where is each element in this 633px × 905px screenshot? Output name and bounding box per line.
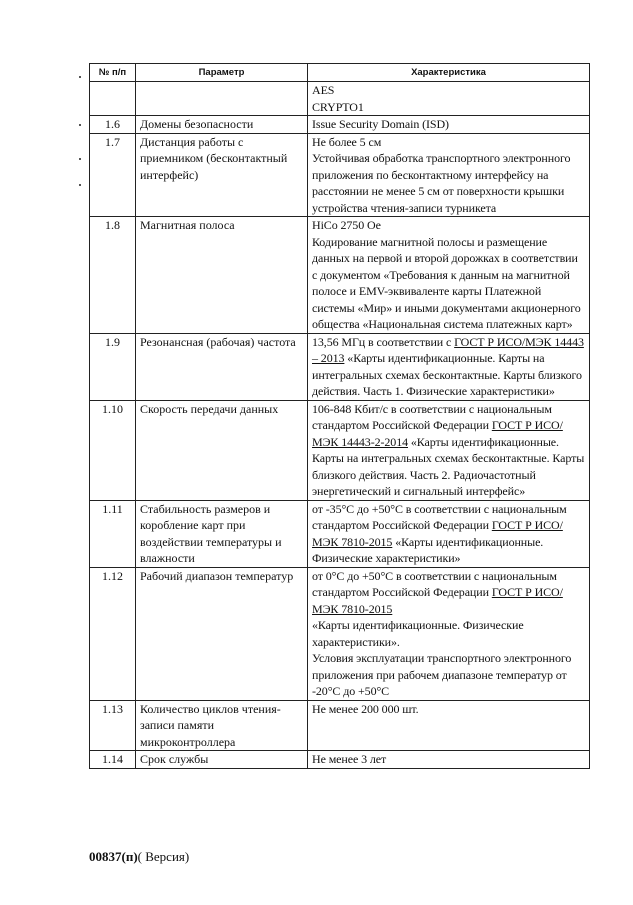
char-text: 106-848 Кбит/с в соответствии с национальным стандартом Российской Федерации <box>312 401 552 432</box>
char-text: от -35°С до +50°С в соответствии с национальным стандартом Российской Федерации <box>312 501 567 532</box>
spec-table <box>89 63 590 769</box>
scan-speck <box>79 76 81 78</box>
row-char <box>308 333 590 400</box>
row-num: 1.14 <box>90 751 136 769</box>
char-text: от 0°С до +50°С в соответствии с национальным стандартом Российской Федерации <box>312 568 557 599</box>
standard-link[interactable]: ГОСТ Р ИСО/МЭК 7810-2015 <box>312 518 563 549</box>
row-num: 1.10 <box>90 400 136 500</box>
document-code: 00837(п) <box>89 849 138 864</box>
row-param: Срок службы <box>136 751 308 769</box>
table-row <box>90 500 590 567</box>
standard-link[interactable]: ГОСТ Р ИСО/МЭК 14443-2-2014 <box>312 418 563 449</box>
row-char: Не менее 3 лет <box>308 751 590 769</box>
table-row <box>90 333 590 400</box>
row-param <box>136 82 308 116</box>
char-text: «Карты идентификационные. Карты на интегральных схемах бесконтактные. Карты близкого действия. Часть 2. Радиочастотный энергетический и сигнальный интерфейс» <box>312 434 585 498</box>
row-char <box>308 500 590 567</box>
row-param: Резонансная (рабочая) частота <box>136 333 308 400</box>
row-num: 1.7 <box>90 133 136 217</box>
header-num: № п/п <box>90 64 136 82</box>
row-char <box>308 567 590 700</box>
table-row <box>90 751 590 769</box>
row-num: 1.6 <box>90 116 136 134</box>
row-param: Количество циклов чтения-записи памяти микроконтроллера <box>136 700 308 751</box>
table-row <box>90 400 590 500</box>
row-param: Домены безопасности <box>136 116 308 134</box>
table-row <box>90 116 590 134</box>
table-row <box>90 567 590 700</box>
row-param: Стабильность размеров и коробление карт при воздействии температуры и влажности <box>136 500 308 567</box>
row-num: 1.11 <box>90 500 136 567</box>
row-num: 1.8 <box>90 217 136 334</box>
table-row <box>90 133 590 217</box>
table-row <box>90 700 590 751</box>
row-char: Не менее 200 000 шт. <box>308 700 590 751</box>
char-text: «Карты идентификационные. Физические характеристики». Условия эксплуатации транспортного электронного приложения при рабочем диапазоне температур от -20°С до +50°С <box>312 618 572 698</box>
row-num: 1.12 <box>90 567 136 700</box>
row-param: Дистанция работы с приемником (бесконтактный интерфейс) <box>136 133 308 217</box>
scan-speck <box>79 184 81 186</box>
table-header-row <box>90 64 590 82</box>
row-char: HiCo 2750 Oe Кодирование магнитной полосы и размещение данных на первой и второй дорожках в соответствии с документом «Требования к данным на магнитной полосе и EMV-эквиваленте карты Платежной системы «Мир» и иными документами акционерного общества «Национальная система платежных карт» <box>308 217 590 334</box>
row-char <box>308 400 590 500</box>
document-footer <box>89 849 189 865</box>
row-char: Не более 5 см Устойчивая обработка транспортного электронного приложения по бесконтактному интерфейсу на расстоянии не менее 5 см от поверхности крышки устройства чтения-записи турникета <box>308 133 590 217</box>
row-param: Рабочий диапазон температур <box>136 567 308 700</box>
header-param: Параметр <box>136 64 308 82</box>
char-text: «Карты идентификационные. Карты на интегральных схемах бесконтактные. Карты близкого действия. Часть 1. Физические характеристики» <box>312 351 582 398</box>
scan-speck <box>79 158 81 160</box>
table-row <box>90 217 590 334</box>
document-version: ( Версия) <box>137 849 190 864</box>
scan-speck <box>79 124 81 126</box>
row-num: 1.13 <box>90 700 136 751</box>
standard-link[interactable]: ГОСТ Р ИСО/МЭК 14443 – 2013 <box>312 334 584 365</box>
row-param: Скорость передачи данных <box>136 400 308 500</box>
table-row <box>90 82 590 116</box>
row-char: Issue Security Domain (ISD) <box>308 116 590 134</box>
standard-link[interactable]: ГОСТ Р ИСО/МЭК 7810-2015 <box>312 585 563 616</box>
char-text: 13,56 МГц в соответствии с <box>312 334 455 349</box>
row-param: Магнитная полоса <box>136 217 308 334</box>
char-text: «Карты идентификационные. Физические характеристики» <box>312 534 544 565</box>
row-char: AES CRYPTO1 <box>308 82 590 116</box>
row-num: 1.9 <box>90 333 136 400</box>
row-num <box>90 82 136 116</box>
header-char: Характеристика <box>308 64 590 82</box>
